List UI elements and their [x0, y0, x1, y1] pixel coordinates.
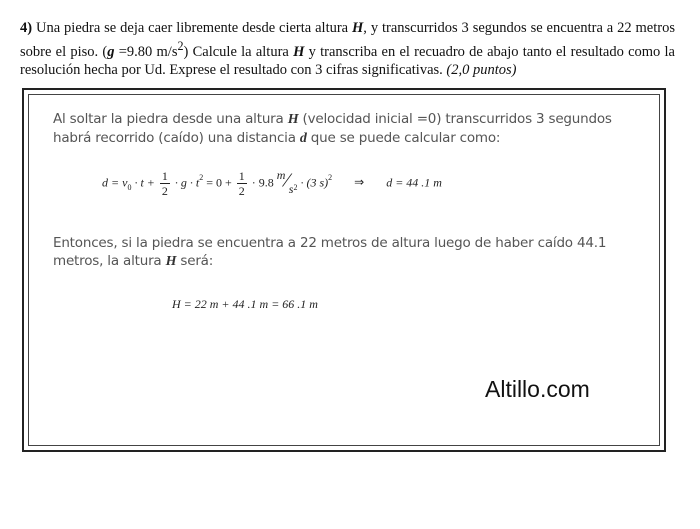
question-part: ) Calcule la altura: [183, 43, 294, 60]
question-text: [20, 19, 675, 79]
question-part: Una piedra se deja caer libremente desde cierta altura: [32, 20, 353, 36]
equation-distance: $d = v_0 \cdot t$ + $\frac{1}{2}$ · $g \cdot t^2 = 0$ + $\frac{1}{2}$ · 9.8 $m⁄s_2 \cdot (3$ s)$^2$ ⇒ d = 44 .1 m: [102, 168, 442, 198]
fraction-half: $\frac{1}{2}$: [238, 169, 245, 198]
question-part: y transcriba en el recuadro de abajo tanto el resultado como la resolución hecha por Ud. Exprese el resultado con 3 cifras significativas.: [20, 43, 675, 78]
var-g: g: [107, 43, 115, 60]
var-H: H: [352, 20, 364, 36]
answer-paragraph-2: Entonces, si la piedra se encuentra a 22 metros de altura luego de haber caído 44.1 metros, la altura H será:: [53, 235, 607, 269]
question-number: 4): [20, 20, 33, 36]
question-part: =9.80 m/s: [114, 43, 178, 60]
exponent: 2: [177, 39, 184, 53]
points-label: (2,0 puntos): [446, 61, 517, 78]
question-part: , y transcurridos 3 segundos se encuentra a 22 metros sobre el piso. (: [20, 20, 675, 60]
fraction-half: $\frac{1}{2}$: [161, 169, 168, 198]
equation-height: H = 22 m + 44 .1 m = 66 .1 m: [172, 297, 318, 311]
answer-paragraph-1: Al soltar la piedra desde una altura H (velocidad inicial =0) transcurridos 3 segundos habrá recorrido (caído) una distancia d que se puede calcular como:: [53, 111, 612, 146]
var-H: H: [293, 43, 305, 60]
watermark-text: Altillo.com: [485, 376, 590, 402]
